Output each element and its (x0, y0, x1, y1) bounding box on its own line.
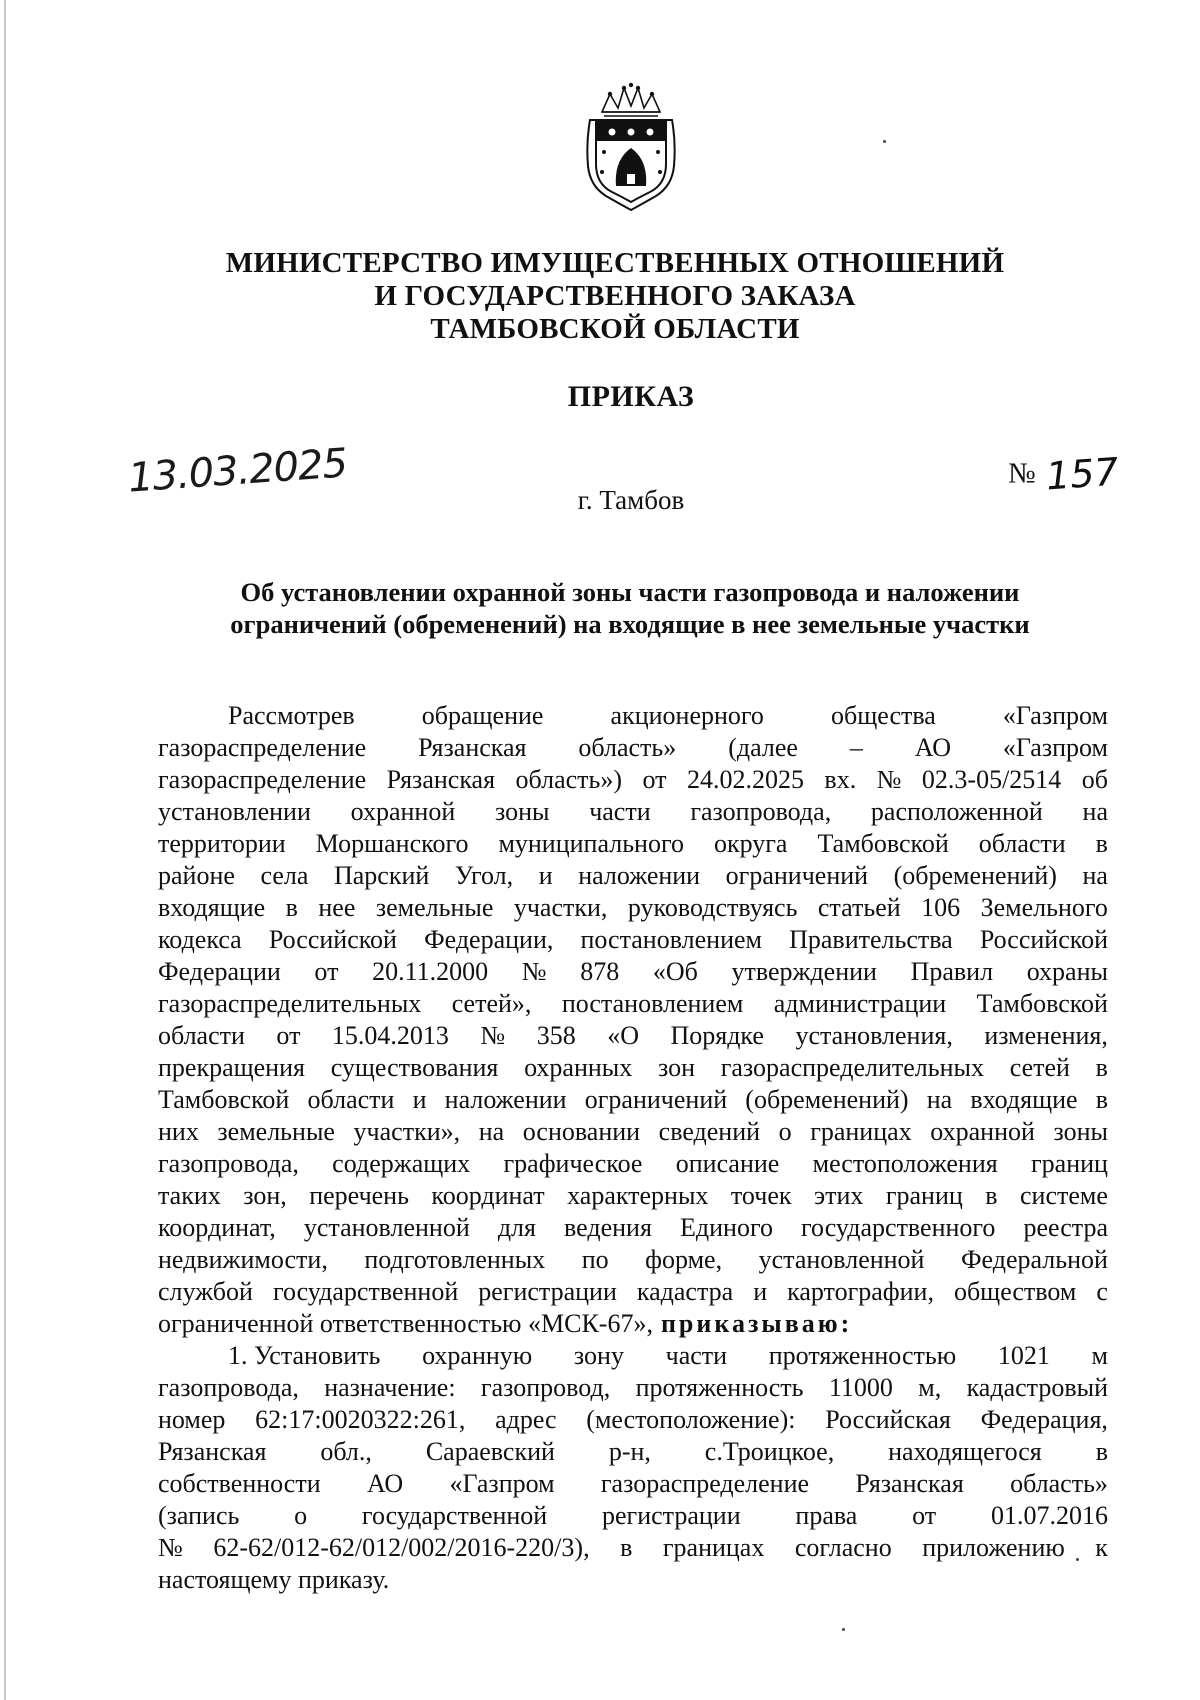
word: обращение (421, 701, 544, 730)
word: государственной (361, 1501, 548, 1530)
word: постановлением (580, 925, 762, 954)
word: 15.04.2013 (331, 1021, 449, 1050)
word: границ (1031, 1149, 1108, 1178)
word: координат, (158, 1213, 276, 1242)
word: Рязанская (158, 1437, 267, 1466)
word: № (521, 957, 547, 986)
word: м, (918, 1373, 942, 1402)
word: на (478, 1117, 505, 1146)
word: «Газпром (1002, 733, 1108, 762)
word: Угол, (454, 861, 514, 890)
word: области (307, 1085, 395, 1114)
word: в (1095, 1437, 1108, 1466)
word: постановлением (561, 989, 744, 1018)
word: 106 (921, 893, 961, 922)
word: (обременений) (745, 1085, 909, 1114)
orders-keyword: приказываю: (660, 1309, 853, 1338)
word: Порядке (670, 1021, 764, 1050)
word: от (912, 1501, 937, 1530)
preamble-line (158, 892, 1108, 924)
word: зоны (494, 797, 550, 826)
word: газопровод, (480, 1373, 611, 1402)
word: статьей (817, 893, 901, 922)
scan-speck (842, 1628, 845, 1631)
word: части (665, 1341, 728, 1370)
word: администрации (773, 989, 947, 1018)
word: реестра (1023, 1213, 1108, 1242)
word: территории (158, 829, 286, 858)
word: зон, (243, 1181, 287, 1210)
word: них (158, 1117, 199, 1146)
word: Рязанская (855, 1469, 964, 1498)
word: ведения (564, 1213, 652, 1242)
word: м (1091, 1341, 1108, 1370)
word: изменения, (984, 1021, 1108, 1050)
ministry-line-2: И ГОСУДАРСТВЕННОГО ЗАКАЗА (374, 280, 856, 312)
document-type: ПРИКАЗ (567, 380, 695, 413)
word: регистрации (602, 1501, 741, 1530)
word: Рассмотрев (228, 701, 355, 730)
word: системе (1019, 1181, 1108, 1210)
word: наложении (444, 1085, 567, 1114)
item-1-closing-text: настоящему приказу. (158, 1565, 390, 1594)
ministry-line-3: ТАМБОВСКОЙ ОБЛАСТИ (430, 313, 800, 345)
word: Земельного (980, 893, 1108, 922)
preamble-line (158, 1084, 1108, 1116)
word: номер (158, 1405, 226, 1434)
word: 1. Установить (228, 1341, 381, 1370)
paragraph-preamble-last-line (158, 1308, 1108, 1340)
preamble-line (158, 796, 1108, 828)
item-1-line (158, 1372, 1108, 1404)
word: охранную (422, 1341, 533, 1370)
preamble-line (158, 828, 1108, 860)
word: 358 (536, 1021, 576, 1050)
city-label: г. Тамбов (577, 485, 685, 515)
word: находящегося (888, 1437, 1042, 1466)
word: № (480, 1021, 506, 1050)
word: руководствуясь (627, 893, 798, 922)
word: Российская (825, 1405, 951, 1434)
preamble-line (158, 956, 1108, 988)
word: установлении (158, 797, 311, 826)
word: на (926, 1085, 953, 1114)
number-sign: № (1008, 457, 1036, 490)
item-1-line (158, 1340, 1108, 1372)
word: этих (813, 1181, 864, 1210)
word: земельные (375, 893, 494, 922)
word: для (497, 1213, 536, 1242)
preamble-line (158, 1052, 1108, 1084)
word: кодекса (158, 925, 242, 954)
word: 20.11.2000 (372, 957, 489, 986)
word: форме, (645, 1245, 723, 1274)
word: протяженность (635, 1373, 804, 1402)
word: в (620, 1533, 633, 1562)
word: расположенной (870, 797, 1043, 826)
word: установления, (795, 1021, 953, 1050)
preamble-closing-text: ограниченной ответственностью «МСК-67», (158, 1309, 653, 1338)
word: АО (914, 733, 951, 762)
word: границах (810, 1117, 912, 1146)
word: нее (318, 893, 356, 922)
word: входящие (970, 1085, 1078, 1114)
scan-edge-line (4, 0, 6, 1700)
word: протяженностью (768, 1341, 957, 1370)
word: местоположения (812, 1149, 998, 1178)
preamble-line (158, 1244, 1108, 1276)
word: государственной (272, 1277, 459, 1306)
word: назначение: (324, 1373, 456, 1402)
document-subject (150, 576, 1110, 640)
word: Федеральной (961, 1245, 1108, 1274)
word: Тамбовской (817, 829, 949, 858)
word: «Об (652, 957, 698, 986)
word: 878 (580, 957, 620, 986)
word: Правил (910, 957, 994, 986)
word: районе (158, 861, 235, 890)
word: от (642, 765, 667, 794)
word: и (412, 1085, 427, 1114)
word: перечень (309, 1181, 409, 1210)
preamble-line (158, 860, 1108, 892)
word: Федерация, (980, 1405, 1108, 1434)
word: охраны (1026, 957, 1108, 986)
word: (далее (728, 733, 798, 762)
word: Рязанская (418, 733, 527, 762)
word: границ (885, 1181, 963, 1210)
word: координат (431, 1181, 545, 1210)
word: Единого (680, 1213, 773, 1242)
word: графическое (503, 1149, 643, 1178)
item-1-line (158, 1532, 1108, 1564)
item-1-line (158, 1436, 1108, 1468)
word: Правительства (789, 925, 953, 954)
word: в (985, 1181, 998, 1210)
word: адрес (495, 1405, 557, 1434)
scan-speck (1076, 1558, 1079, 1561)
word: основании (522, 1117, 641, 1146)
tambov-coat-of-arms-icon (580, 82, 682, 214)
word: АО (366, 1469, 404, 1498)
word: кадастра (636, 1277, 734, 1306)
word: газопровода, (158, 1149, 299, 1178)
word: – (849, 733, 863, 762)
word: обл., (320, 1437, 372, 1466)
word: установленной (303, 1213, 470, 1242)
word: недвижимости, (158, 1245, 328, 1274)
word: об (1081, 765, 1108, 794)
word: участки, (513, 893, 608, 922)
word: (обременений) (893, 861, 1057, 890)
word: к (1095, 1533, 1108, 1562)
scan-speck (883, 140, 886, 143)
word: обществом (953, 1277, 1077, 1306)
word: № (158, 1533, 183, 1562)
word: Тамбовской (976, 989, 1108, 1018)
word: содержащих (332, 1149, 471, 1178)
word: утверждении (731, 957, 877, 986)
word: сведений (658, 1117, 761, 1146)
word: Рязанская (386, 765, 496, 794)
word: таких (158, 1181, 221, 1210)
handwritten-number: 157 (1044, 449, 1120, 499)
preamble-line (158, 700, 1108, 732)
word: Российской (979, 925, 1108, 954)
word: наложении (578, 861, 701, 890)
subject-line-1: Об установлении охранной зоны части газопровода и наложении (240, 577, 1020, 607)
word: газораспределение (600, 1469, 810, 1498)
word: общества (831, 701, 936, 730)
preamble-line (158, 764, 1108, 796)
word: участки», (353, 1117, 461, 1146)
word: № (876, 765, 902, 794)
word: газораспределение (158, 765, 367, 794)
word: сетей», (451, 989, 532, 1018)
word: Федерации, (424, 925, 554, 954)
word: собственности (158, 1469, 321, 1498)
word: на (1082, 797, 1108, 826)
word: газопровода, (690, 797, 832, 826)
word: описание (675, 1149, 780, 1178)
word: область») (515, 765, 623, 794)
item-1-line (158, 1500, 1108, 1532)
word: и (538, 861, 553, 890)
paragraph-item-1 (158, 1340, 1108, 1564)
word: в (1095, 829, 1108, 858)
word: службой (158, 1277, 253, 1306)
word: охранной (350, 797, 456, 826)
ministry-line-1: МИНИСТЕРСТВО ИМУЩЕСТВЕННЫХ ОТНОШЕНИЙ (225, 247, 1005, 279)
word: ограничений (584, 1085, 728, 1114)
word: о (778, 1117, 792, 1146)
preamble-line (158, 924, 1108, 956)
word: части (589, 797, 651, 826)
word: входящие (158, 893, 266, 922)
word: области (978, 829, 1066, 858)
word: согласно (794, 1533, 892, 1562)
word: приложению (922, 1533, 1065, 1562)
word: 24.02.2025 (686, 765, 804, 794)
word: сетей (1009, 1053, 1070, 1082)
document-body (158, 700, 1108, 1596)
word: 11000 (828, 1373, 893, 1402)
subject-line-2: ограничений (обременений) на входящие в нее земельные участки (230, 609, 1030, 639)
word: с.Троицкое, (704, 1437, 835, 1466)
word: права (795, 1501, 858, 1530)
word: от (276, 1021, 301, 1050)
word: 02.3-05/2514 (921, 765, 1062, 794)
preamble-line (158, 1276, 1108, 1308)
word: Сараевский (425, 1437, 555, 1466)
preamble-line (158, 732, 1108, 764)
word: существования (330, 1053, 499, 1082)
word: «Газпром (1002, 701, 1108, 730)
word: зоны (1053, 1117, 1108, 1146)
word: о (294, 1501, 308, 1530)
word: Федерации (158, 957, 281, 986)
word: прекращения (158, 1053, 305, 1082)
word: акционерного (610, 701, 764, 730)
word: «Газпром (449, 1469, 555, 1498)
word: в (285, 893, 298, 922)
word: регистрации (478, 1277, 617, 1306)
word: села (260, 861, 309, 890)
word: газораспределение (158, 733, 367, 762)
word: охранной (930, 1117, 1035, 1146)
word: на (1082, 861, 1108, 890)
word: подготовленных (364, 1245, 546, 1274)
word: 62-62/012-62/012/002/2016-220/3), (213, 1533, 590, 1562)
word: 01.07.2016 (990, 1501, 1108, 1530)
word: точек (730, 1181, 792, 1210)
word: ограничений (725, 861, 869, 890)
word: муниципального (498, 829, 684, 858)
word: области (158, 1021, 245, 1050)
word: округа (713, 829, 788, 858)
preamble-line (158, 1020, 1108, 1052)
word: 1021 (997, 1341, 1050, 1370)
word: «О (607, 1021, 639, 1050)
word: область» (1010, 1469, 1108, 1498)
word: зону (573, 1341, 624, 1370)
word: Моршанского (315, 829, 469, 858)
word: (запись (158, 1501, 240, 1530)
word: 62:17:0020322:261, (255, 1405, 466, 1434)
word: в (1095, 1053, 1108, 1082)
word: с (1096, 1277, 1108, 1306)
word: охранных (524, 1053, 633, 1082)
word: газораспределительных (158, 989, 422, 1018)
word: Российской (268, 925, 397, 954)
word: и (753, 1277, 768, 1306)
word: земельные (217, 1117, 335, 1146)
word: Тамбовской (158, 1085, 290, 1114)
handwritten-date: 13.03.2025 (126, 440, 349, 502)
word: р-н, (608, 1437, 651, 1466)
item-1-line (158, 1468, 1108, 1500)
word: кадастровый (966, 1373, 1108, 1402)
word: картографии, (787, 1277, 934, 1306)
ministry-title (150, 247, 1080, 346)
word: установленной (758, 1245, 925, 1274)
preamble-line (158, 1148, 1108, 1180)
preamble-line (158, 1180, 1108, 1212)
word: газораспределительных (720, 1053, 985, 1082)
word: государственного (801, 1213, 996, 1242)
word: от (314, 957, 339, 986)
word: (местоположение): (586, 1405, 796, 1434)
word: вх. (824, 765, 857, 794)
word: газопровода, (158, 1373, 299, 1402)
preamble-line (158, 1116, 1108, 1148)
order-number (1008, 449, 1120, 499)
word: границах (662, 1533, 765, 1562)
word: характерных (567, 1181, 709, 1210)
preamble-line (158, 988, 1108, 1020)
paragraph-preamble (158, 700, 1108, 1308)
word: зон (657, 1053, 696, 1082)
paragraph-item-1-last-line (158, 1564, 1108, 1596)
word: в (1095, 1085, 1108, 1114)
word: Парский (333, 861, 430, 890)
preamble-line (158, 1212, 1108, 1244)
word: область» (578, 733, 677, 762)
item-1-line (158, 1404, 1108, 1436)
word: по (581, 1245, 609, 1274)
